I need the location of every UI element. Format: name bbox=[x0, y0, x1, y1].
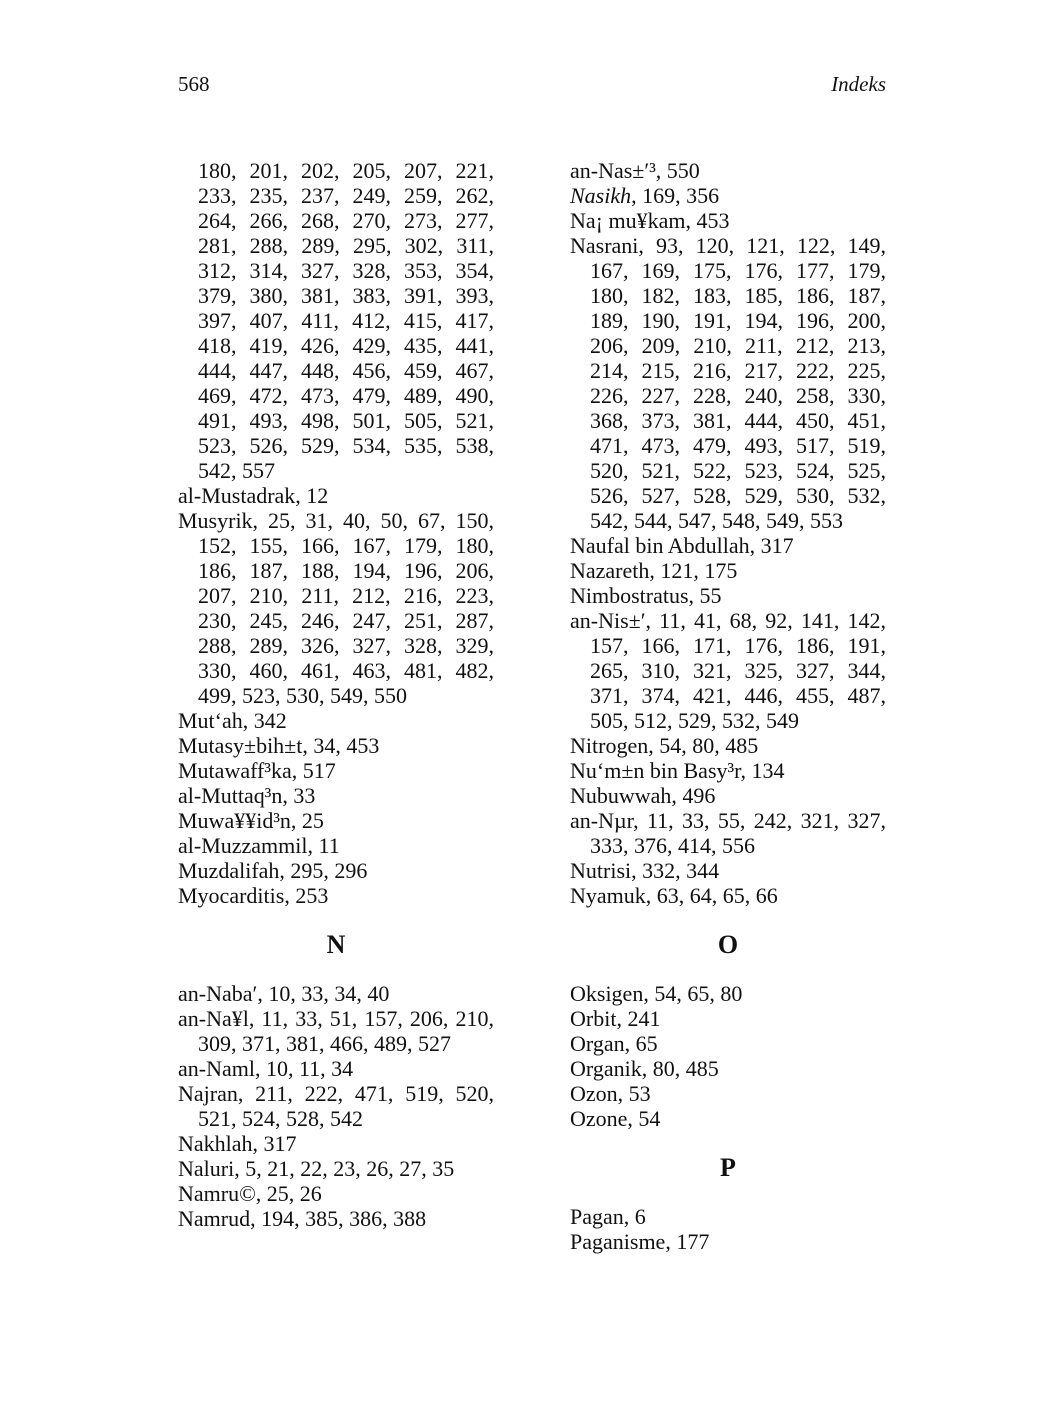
index-entry: Ozone, 54 bbox=[570, 1106, 661, 1131]
index-entry: Orbit, 241 bbox=[570, 1006, 661, 1031]
index-entry: Namru©, 25, 26 bbox=[178, 1181, 322, 1206]
index-entry: Myocarditis, 253 bbox=[178, 883, 329, 908]
index-entry: Mutasy±bih±t, 34, 453 bbox=[178, 733, 380, 758]
index-entry: Mut‘ah, 342 bbox=[178, 708, 287, 733]
index-entry: Namrud, 194, 385, 386, 388 bbox=[178, 1206, 427, 1231]
index-entry: an-Naba′, 10, 33, 34, 40 bbox=[178, 981, 390, 1006]
index-entry: Nitrogen, 54, 80, 485 bbox=[570, 733, 759, 758]
index-entry: Nubuwwah, 496 bbox=[570, 783, 716, 808]
index-entry: an-Na¥l, 11, 33, 51, 157, 206, 210, 309, 371, 381, 466, 489, 527 bbox=[178, 1006, 494, 1056]
index-entry: Muwa¥¥id³n, 25 bbox=[178, 808, 324, 833]
left-column bbox=[178, 158, 494, 1231]
index-entry: Nu‘m±n bin Basy³r, 134 bbox=[570, 758, 785, 783]
index-entry: an-Naml, 10, 11, 34 bbox=[178, 1056, 354, 1081]
right-column bbox=[570, 158, 886, 1254]
index-entry: Oksigen, 54, 65, 80 bbox=[570, 981, 743, 1006]
index-entry-pages: , 169, 356 bbox=[631, 183, 720, 208]
index-entry: Nasrani, 93, 120, 121, 122, 149, 167, 169, 175, 176, 177, 179, 180, 182, 183, 185, 186, 187, 189, 190, 191, 194, 196, 200, 206, 209, 210, 211, 212, 213, 214, 215, 216, 217, 222, 225, 226, 227, 228, 240, 258, 330, 368, 373, 381, 444, 450, 451, 471, 473, 479, 493, 517, 519, 520, 521, 522, 523, 524, 525, 526, 527, 528, 529, 530, 532, 542, 544, 547, 548, 549, 553 bbox=[570, 233, 886, 533]
index-entry: al-Mustadrak, 12 bbox=[178, 483, 329, 508]
index-entry: Naluri, 5, 21, 22, 23, 26, 27, 35 bbox=[178, 1156, 455, 1181]
index-entry: Nazareth, 121, 175 bbox=[570, 558, 738, 583]
index-entry: Nakhlah, 317 bbox=[178, 1131, 297, 1156]
index-entry: Organ, 65 bbox=[570, 1031, 658, 1056]
index-entry: Musyrik, 25, 31, 40, 50, 67, 150, 152, 155, 166, 167, 179, 180, 186, 187, 188, 194, 196, 206, 207, 210, 211, 212, 216, 223, 230, 245, 246, 247, 251, 287, 288, 289, 326, 327, 328, 329, 330, 460, 461, 463, 481, 482, 499, 523, 530, 549, 550 bbox=[178, 508, 494, 708]
section-letter-o: O bbox=[717, 930, 739, 959]
index-entry: Nimbostratus, 55 bbox=[570, 583, 722, 608]
index-entry: Najran, 211, 222, 471, 519, 520, 521, 524, 528, 542 bbox=[178, 1081, 494, 1131]
index-entry: Mutawaff³ka, 517 bbox=[178, 758, 336, 783]
index-entry: al-Muzzammil, 11 bbox=[178, 833, 340, 858]
index-entry: Pagan, 6 bbox=[570, 1204, 646, 1229]
running-title: Indeks bbox=[831, 72, 886, 96]
index-entry: Nutrisi, 332, 344 bbox=[570, 858, 720, 883]
index-entry: an-Nas±′³, 550 bbox=[570, 158, 700, 183]
index-entry bbox=[570, 183, 886, 208]
index-entry-term: Nasikh bbox=[570, 183, 632, 208]
index-entry: Paganisme, 177 bbox=[570, 1229, 710, 1254]
index-entry: Naufal bin Abdullah, 317 bbox=[570, 533, 794, 558]
section-letter-n: N bbox=[326, 930, 346, 959]
index-entry: al-Muttaq³n, 33 bbox=[178, 783, 316, 808]
index-entry: Muzdalifah, 295, 296 bbox=[178, 858, 368, 883]
section-letter-p: P bbox=[720, 1153, 736, 1182]
index-entry: an-Nis±′, 11, 41, 68, 92, 141, 142, 157, 166, 171, 176, 186, 191, 265, 310, 321, 325, 327, 344, 371, 374, 421, 446, 455, 487, 505, 512, 529, 532, 549 bbox=[570, 608, 886, 733]
index-entry: Organik, 80, 485 bbox=[570, 1056, 719, 1081]
index-entry: Na¡ mu¥kam, 453 bbox=[570, 208, 730, 233]
page-number: 568 bbox=[178, 72, 210, 96]
index-entry: Nyamuk, 63, 64, 65, 66 bbox=[570, 883, 778, 908]
index-entry: an-Nµr, 11, 33, 55, 242, 321, 327, 333, 376, 414, 556 bbox=[570, 808, 886, 858]
index-entry: Ozon, 53 bbox=[570, 1081, 651, 1106]
index-entry-continuation: 180, 201, 202, 205, 207, 221, 233, 235, 237, 249, 259, 262, 264, 266, 268, 270, 273, 277, 281, 288, 289, 295, 302, 311, 312, 314, 327, 328, 353, 354, 379, 380, 381, 383, 391, 393, 397, 407, 411, 412, 415, 417, 418, 419, 426, 429, 435, 441, 444, 447, 448, 456, 459, 467, 469, 472, 473, 479, 489, 490, 491, 493, 498, 501, 505, 521, 523, 526, 529, 534, 535, 538, 542, 557 bbox=[198, 158, 494, 483]
